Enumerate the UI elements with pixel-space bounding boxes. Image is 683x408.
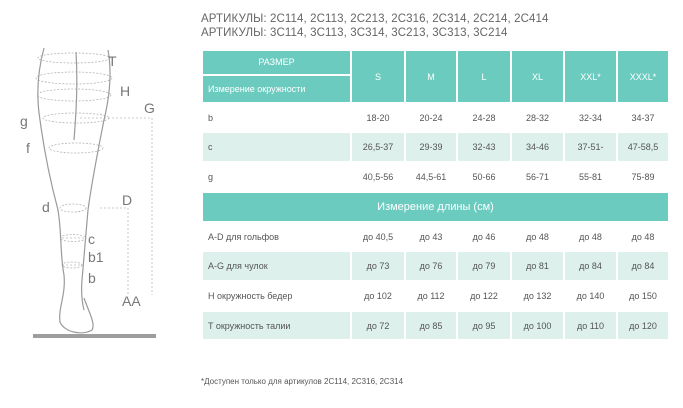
table-row [203, 163, 668, 191]
cell: 34-37 [631, 112, 655, 123]
leg-diagram [0, 40, 200, 346]
row-label: A-D для гольфов [208, 231, 279, 242]
cell: до 150 [629, 291, 657, 301]
cell: до 102 [364, 291, 392, 301]
label-b1: b1 [88, 249, 104, 265]
article-line-1: АРТИКУЛЫ: 2С114, 2С113, 2С213, 2С316, 2С314, 2С214, 2С414 [201, 13, 549, 25]
row-label: c [203, 133, 350, 161]
size-header-subtitle: Измерение окружности [203, 76, 350, 102]
cell: 26,5-37 [352, 133, 404, 161]
cell: до 84 [565, 252, 616, 280]
label-G: G [144, 100, 155, 116]
cell: до 48 [631, 231, 655, 242]
cell: 34-46 [512, 133, 563, 161]
cell: до 112 [417, 291, 445, 301]
label-f: f [26, 140, 30, 156]
row-label: H окружность бедер [208, 291, 293, 301]
label-T: T [108, 53, 117, 69]
length-section-title: Измерение длины (см) [203, 193, 668, 221]
label-D: D [122, 192, 133, 208]
size-col-m: M [406, 51, 456, 102]
label-H: H [120, 83, 131, 99]
cell: 37-51- [565, 133, 616, 161]
size-table [201, 49, 670, 341]
label-c: c [88, 231, 95, 247]
cell: до 140 [576, 291, 605, 301]
cell: до 43 [419, 231, 443, 242]
row-label: b [208, 112, 214, 123]
cell: до 95 [458, 312, 510, 339]
measure-guides [62, 118, 152, 295]
cell: до 76 [406, 252, 456, 280]
label-d: d [42, 199, 50, 215]
cell: до 110 [565, 312, 616, 339]
table-row [203, 252, 668, 280]
cell: до 72 [352, 312, 404, 339]
label-g: g [20, 113, 28, 129]
size-col-xl: XL [512, 51, 563, 102]
cell: до 40,5 [362, 231, 394, 242]
row-label: g [208, 172, 214, 182]
article-line-2: АРТИКУЛЫ: 3С114, 3С113, 3С314, 3С213, 3С313, 3С214 [201, 27, 508, 39]
size-header-title: РАЗМЕР [203, 51, 350, 74]
cell: до 120 [618, 312, 668, 339]
cell: 44,5-61 [415, 172, 447, 182]
table-row [203, 104, 668, 131]
label-AA: AA [122, 293, 141, 309]
cell: 56-71 [525, 172, 550, 182]
cell: 50-66 [472, 172, 496, 182]
cell: 47-58,5 [618, 133, 668, 161]
floor-bar [33, 334, 156, 338]
cell: 40,5-56 [362, 172, 394, 182]
cell: до 100 [512, 312, 563, 339]
circumference-rings [36, 53, 112, 268]
cell: 29-39 [406, 133, 456, 161]
size-col-xxl: XXL* [565, 51, 616, 102]
cell: до 79 [458, 252, 510, 280]
cell: до 48 [526, 231, 549, 242]
cell: до 132 [523, 291, 552, 301]
table-row [203, 133, 668, 161]
length-section-row [203, 193, 668, 221]
cell: 18-20 [366, 112, 390, 123]
cell: до 81 [512, 252, 563, 280]
table-row [203, 312, 668, 339]
cell: 28-32 [525, 112, 550, 123]
cell: до 46 [472, 231, 496, 242]
cell: 32-34 [578, 112, 603, 123]
size-col-s: S [352, 51, 404, 102]
cell: 75-89 [631, 172, 655, 182]
cell: до 48 [579, 231, 602, 242]
cell: до 122 [470, 291, 498, 301]
article-header [201, 12, 549, 40]
label-b: b [88, 270, 96, 286]
table-row [203, 282, 668, 310]
cell: до 85 [406, 312, 456, 339]
footnote: *Доступен только для артикулов 2С114, 2С316, 2С314 [201, 377, 404, 386]
cell: 20-24 [419, 112, 443, 123]
cell: 32-43 [458, 133, 510, 161]
cell: 55-81 [578, 172, 603, 182]
cell: до 73 [352, 252, 404, 280]
row-label: A-G для чулок [203, 252, 350, 280]
size-col-l: L [458, 51, 510, 102]
cell: 24-28 [472, 112, 496, 123]
cell: до 84 [618, 252, 668, 280]
size-col-xxxl: XXXL* [618, 51, 668, 102]
row-label: T окружность талии [203, 312, 350, 339]
table-row [203, 223, 668, 250]
